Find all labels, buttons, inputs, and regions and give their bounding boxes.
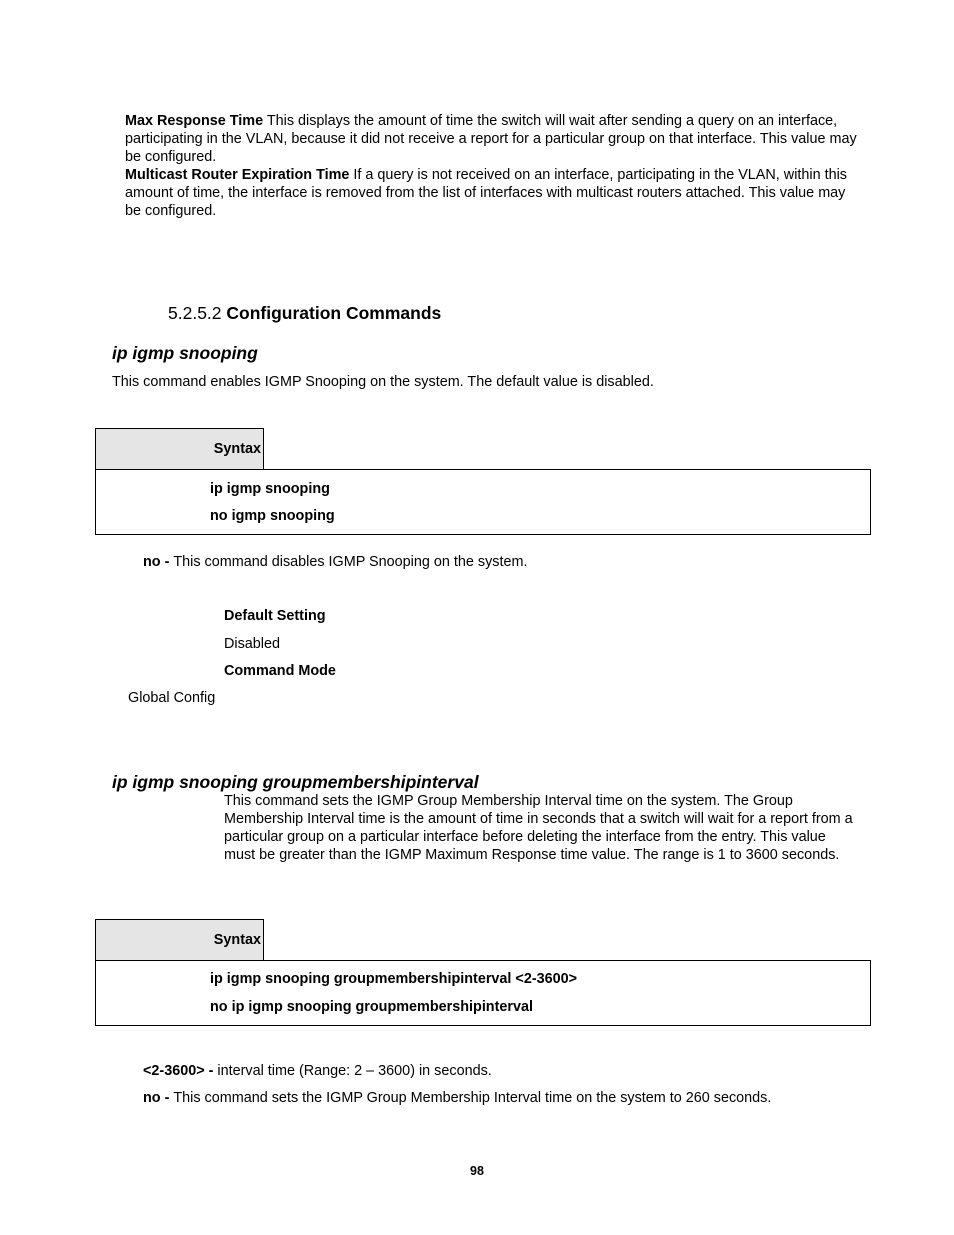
syntax-line: no ip igmp snooping groupmembershipinterval <box>210 999 534 1015</box>
syntax-label: Syntax <box>213 441 261 457</box>
term-multicast-router-expiration: Multicast Router Expiration Time <box>125 167 350 183</box>
command-description: This command enables IGMP Snooping on the system. The default value is disabled. <box>112 374 654 390</box>
syntax-header <box>95 428 264 469</box>
command-mode-value: Global Config <box>128 690 216 706</box>
command-heading-ip-igmp-snooping: ip igmp snooping <box>112 343 258 363</box>
syntax-line: ip igmp snooping groupmembershipinterval <2-3600> <box>210 971 578 987</box>
section-title: Configuration Commands <box>226 303 442 323</box>
syntax-line: no igmp snooping <box>210 508 335 524</box>
section-number: 5.2.5.2 <box>168 303 227 323</box>
command-mode-label: Command Mode <box>224 663 336 679</box>
syntax-line: ip igmp snooping <box>210 481 330 497</box>
param-no: no - This command sets the IGMP Group Membership Interval time on the system to 260 seconds. <box>143 1090 772 1106</box>
intro-paragraph-max-response: Max Response Time This displays the amount of time the switch will wait after sending a query on an interface, participating in the VLAN, because it did not receive a report for a particular group on that interface. This value may be configured. <box>125 113 857 165</box>
section-heading <box>168 302 441 324</box>
syntax-box <box>95 469 871 535</box>
syntax-label: Syntax <box>213 932 261 948</box>
syntax-header <box>95 919 264 960</box>
page-number: 98 <box>470 1164 484 1178</box>
term-max-response-time: Max Response Time <box>125 113 264 129</box>
intro-paragraph-multicast-router: Multicast Router Expiration Time If a query is not received on an interface, participating in the VLAN, within this amount of time, the interface is removed from the list of interfaces with multicast routers attached. This value may be configured. <box>125 167 847 219</box>
default-setting-value: Disabled <box>224 636 280 652</box>
param-range: <2-3600> - interval time (Range: 2 – 3600) in seconds. <box>143 1063 492 1079</box>
command-description: This command sets the IGMP Group Membership Interval time on the system. The Group Membership Interval time is the amount of time in seconds that a switch will wait for a report from a particular group on a particular interface before deleting the interface from the entry. This value must be greater than the IGMP Maximum Response time value. The range is 1 to 3600 seconds. <box>224 793 853 863</box>
syntax-box <box>95 960 871 1026</box>
param-no: no - This command disables IGMP Snooping on the system. <box>143 554 528 570</box>
default-setting-label: Default Setting <box>224 608 326 624</box>
command-heading-groupmembershipinterval: ip igmp snooping groupmembershipinterval <box>112 772 479 792</box>
